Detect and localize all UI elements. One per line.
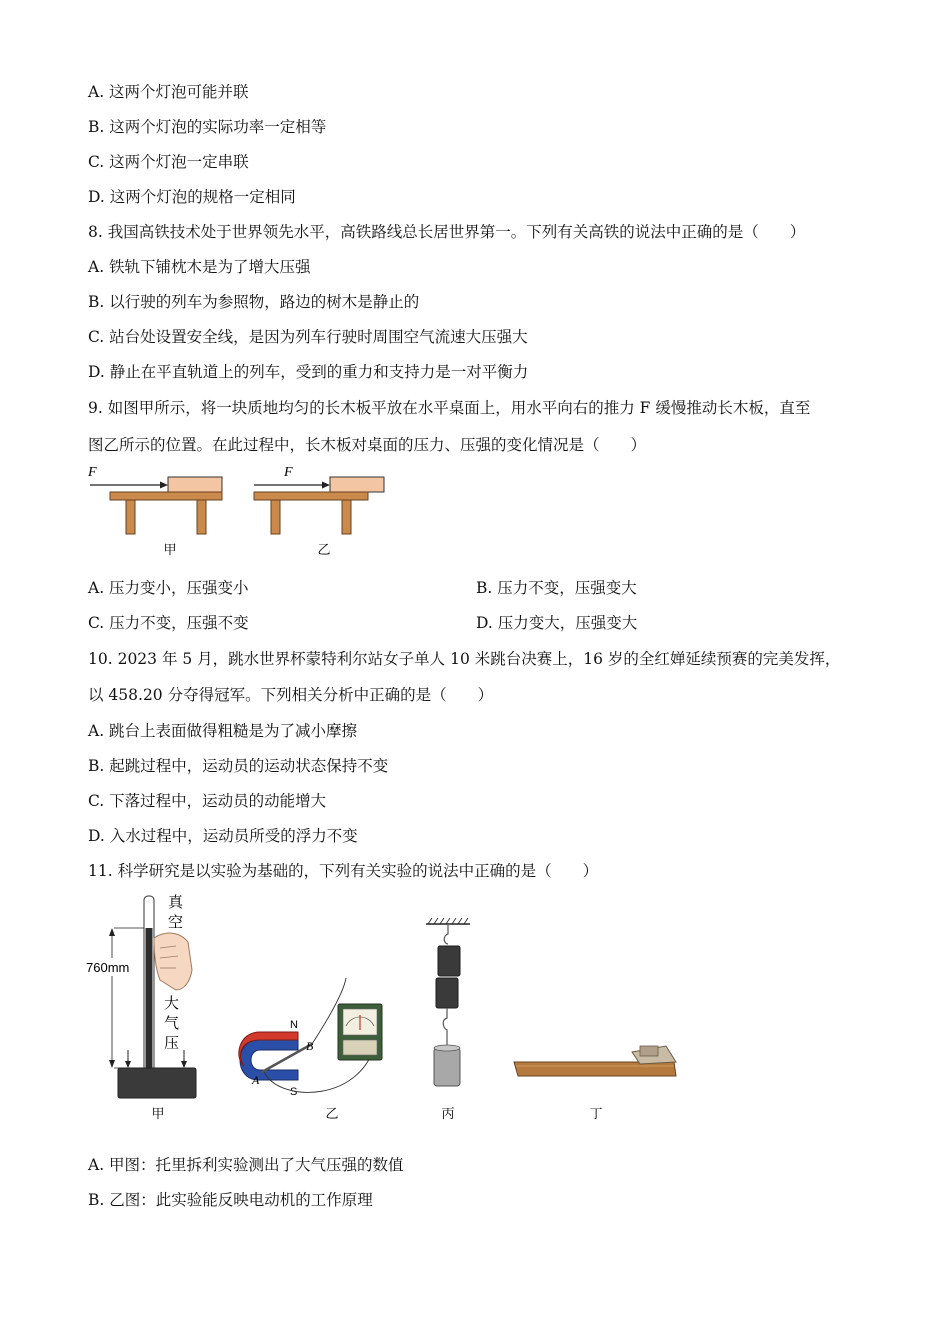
q10-option-c: C. 下落过程中，运动员的动能增大 xyxy=(88,792,327,810)
q7-option-b: B. 这两个灯泡的实际功率一定相等 xyxy=(88,118,327,136)
vacuum-label-1: 真 xyxy=(168,893,184,911)
q11-option-b: B. 乙图：此实验能反映电动机的工作原理 xyxy=(88,1191,373,1209)
force-label-jia: F xyxy=(88,465,97,480)
caption-ding-11: 丁 xyxy=(589,1107,603,1122)
caption-yi-11: 乙 xyxy=(325,1107,339,1122)
q8-option-b: B. 以行驶的列车为参照物，路边的树木是静止的 xyxy=(88,293,420,311)
q8-stem: 8. 我国高铁技术处于世界领先水平，高铁路线总长居世界第一。下列有关高铁的说法中正确的是（ ） xyxy=(88,223,806,241)
vacuum-label-2: 空 xyxy=(168,913,184,931)
q8-option-a: A. 铁轨下铺枕木是为了增大压强 xyxy=(88,258,311,276)
friction-experiment xyxy=(514,1046,676,1122)
caption-bing-11: 丙 xyxy=(441,1107,455,1122)
magnet-n-label: N xyxy=(290,1019,298,1031)
q8-option-c: C. 站台处设置安全线，是因为列车行驶时周围空气流速大压强大 xyxy=(88,328,528,346)
q9-option-d: D. 压力变大，压强变大 xyxy=(476,614,638,632)
q7-option-a: A. 这两个灯泡可能并联 xyxy=(88,83,249,101)
q7-option-c: C. 这两个灯泡一定串联 xyxy=(88,153,249,171)
q9-figure xyxy=(86,460,396,560)
induction-experiment xyxy=(239,978,382,1122)
q9-figure-yi xyxy=(254,465,384,558)
point-b-label: B xyxy=(306,1039,314,1053)
q10-option-b: B. 起跳过程中，运动员的运动状态保持不变 xyxy=(88,757,389,775)
q9-stem-line1: 9. 如图甲所示，将一块质地均匀的长木板平放在水平桌面上，用水平向右的推力 F 缓慢推动长木板，直至 xyxy=(88,399,811,417)
q11-option-a: A. 甲图：托里拆利实验测出了大气压强的数值 xyxy=(88,1156,404,1174)
q11-stem: 11. 科学研究是以实验为基础的，下列有关实验的说法中正确的是（ ） xyxy=(88,862,599,880)
hand-icon xyxy=(154,933,192,990)
weights-experiment xyxy=(426,918,470,1122)
q10-option-a: A. 跳台上表面做得粗糙是为了减小摩擦 xyxy=(88,722,358,740)
q10-stem-line2: 以 458.20 分夺得冠军。下列相关分析中正确的是（ ） xyxy=(88,686,494,704)
atm-label-3: 压 xyxy=(164,1034,180,1052)
q9-option-c: C. 压力不变，压强不变 xyxy=(88,614,249,632)
q8-option-d: D. 静止在平直轨道上的列车，受到的重力和支持力是一对平衡力 xyxy=(88,363,529,381)
point-a-label: A xyxy=(252,1073,260,1087)
q9-figure-jia xyxy=(87,465,222,558)
atm-label-2: 气 xyxy=(164,1014,180,1032)
q10-stem-line1: 10. 2023 年 5 月，跳水世界杯蒙特利尔站女子单人 10 米跳台决赛上，16 岁的全红婵延续预赛的完美发挥， xyxy=(88,650,841,668)
q9-option-b: B. 压力不变，压强变大 xyxy=(476,579,637,597)
q10-option-d: D. 入水过程中，运动员所受的浮力不变 xyxy=(88,827,358,845)
caption-jia-11: 甲 xyxy=(151,1107,165,1122)
q9-option-a: A. 压力变小，压强变小 xyxy=(88,579,249,597)
atm-label-1: 大 xyxy=(164,994,180,1012)
magnet-s-label: S xyxy=(290,1086,298,1098)
q11-figure xyxy=(84,890,694,1130)
height-label: 760mm xyxy=(86,960,130,975)
caption-yi: 乙 xyxy=(317,543,331,558)
torricelli-experiment xyxy=(84,893,196,1122)
q7-option-d: D. 这两个灯泡的规格一定相同 xyxy=(88,188,296,206)
q9-stem-line2: 图乙所示的位置。在此过程中，长木板对桌面的压力、压强的变化情况是（ ） xyxy=(88,436,647,454)
force-label-yi: F xyxy=(284,465,293,480)
caption-jia: 甲 xyxy=(163,543,177,558)
